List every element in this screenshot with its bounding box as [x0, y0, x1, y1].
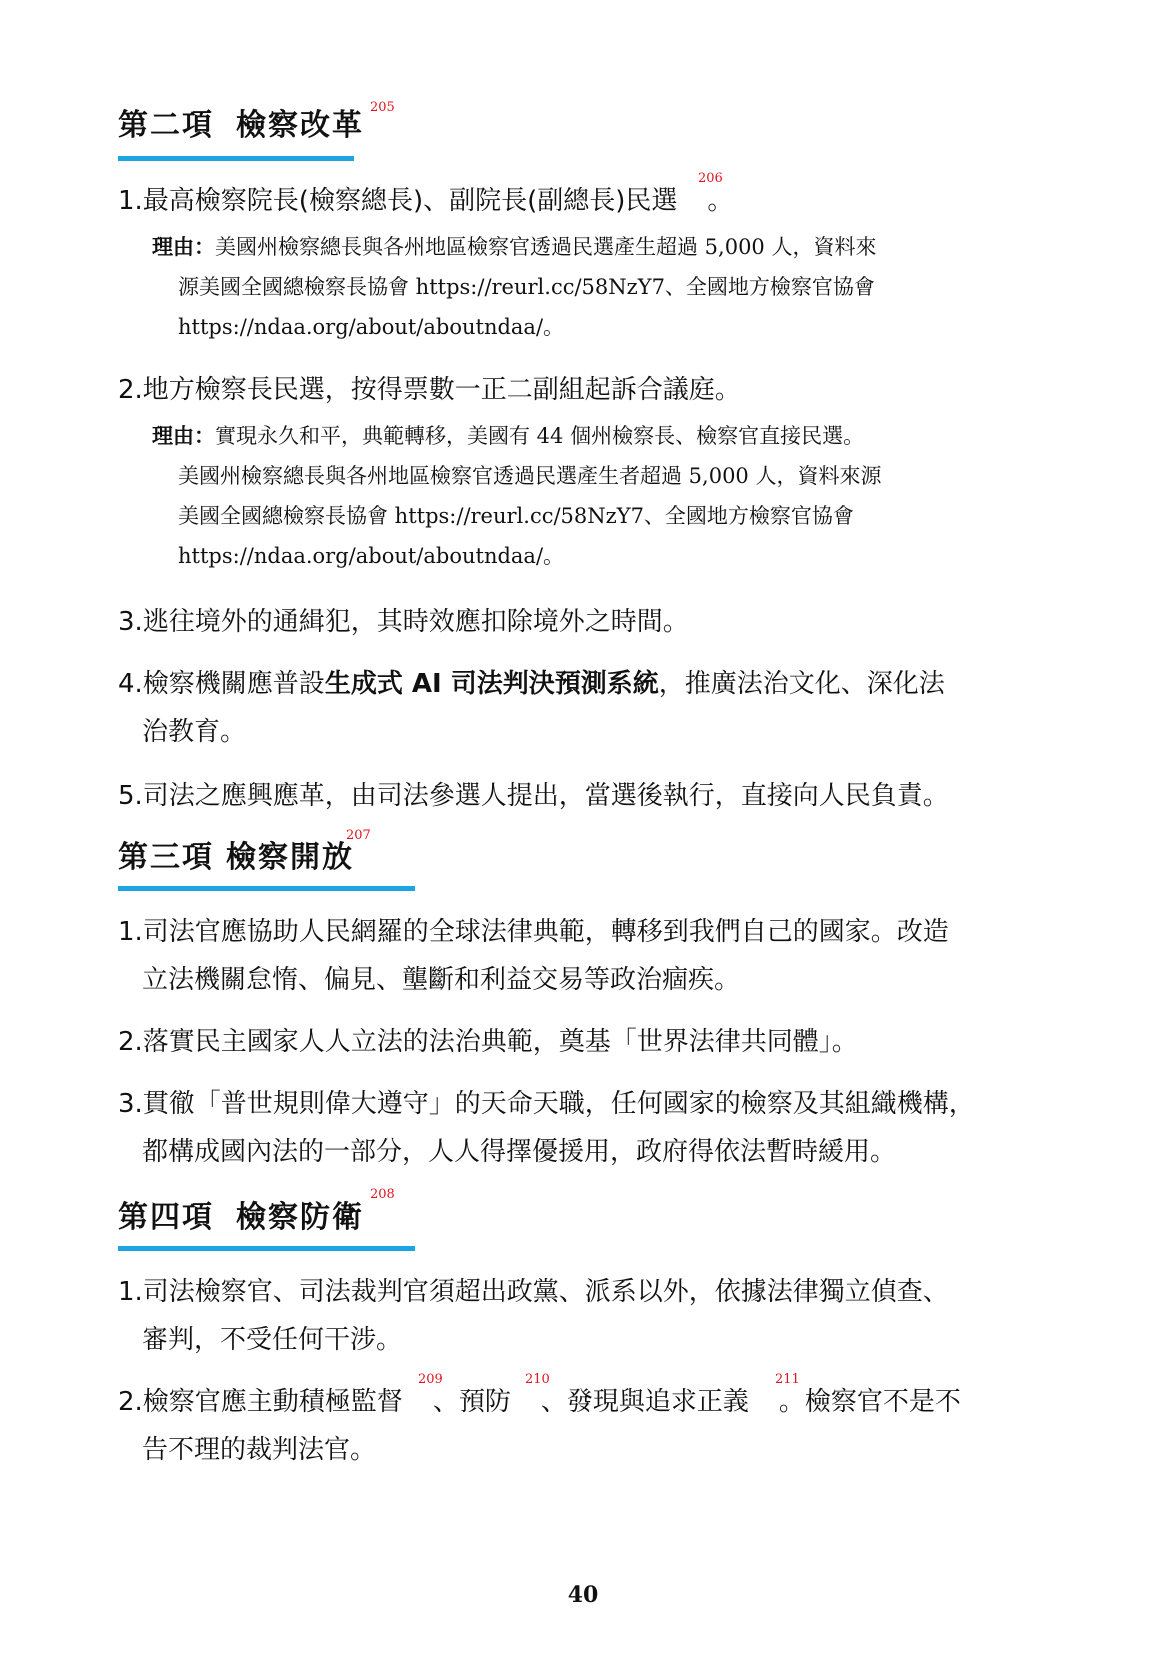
section-heading-3	[118, 838, 354, 878]
reason-label: 理由：	[152, 423, 215, 448]
heading-underline	[118, 1246, 415, 1251]
footnote-marker[interactable]: 210	[525, 1372, 550, 1387]
page-number: 40	[567, 1582, 599, 1608]
reason-note: 理由：美國州檢察總長與各州地區檢察官透過民選產生超過 5,000 人，資料來 源美國全國總檢察長協會 https://reurl.cc/58NzY7、全國地方檢察官協會 https://ndaa.org/about/aboutndaa/。	[152, 234, 877, 339]
list-item: 2.地方檢察長民選，按得票數一正二副組起訴合議庭。	[118, 375, 741, 405]
section-heading-4	[118, 1198, 364, 1238]
list-item: 2.檢察官應主動積極監督 、預防 、發現與追求正義 。檢察官不是不 告不理的裁判法官。	[118, 1387, 961, 1465]
heading-title: 檢察開放	[226, 840, 354, 875]
heading-title: 檢察改革	[236, 108, 364, 143]
list-item: 5.司法之應興應革，由司法參選人提出，當選後執行，直接向人民負責。	[118, 781, 949, 811]
bold-term: 生成式 AI 司法判決預測系統	[324, 669, 659, 699]
list-item: 1.司法檢察官、司法裁判官須超出政黨、派系以外，依據法律獨立偵查、 審判，不受任何干涉。	[118, 1277, 949, 1355]
section-heading-2	[118, 106, 364, 146]
heading-underline	[118, 886, 415, 891]
reason-note: 理由：實現永久和平，典範轉移，美國有 44 個州檢察長、檢察官直接民選。 美國州檢察總長與各州地區檢察官透過民選產生者超過 5,000 人，資料來源 美國全國總檢察長協會 https://reurl.cc/58NzY7、全國地方檢察官協會 https://ndaa.org/about/aboutndaa/。	[152, 423, 882, 568]
heading-number: 第四項	[118, 1200, 214, 1235]
list-item: 1.最高檢察院長(檢察總長)、副院長(副總長)民選 。	[118, 186, 734, 216]
list-item: 3.貫徹「普世規則偉大遵守」的天命天職，任何國家的檢察及其組織機構， 都構成國內法的一部分，人人得擇優援用，政府得依法暫時緩用。	[118, 1089, 975, 1167]
list-item: 4.檢察機關應普設生成式 AI 司法判決預測系統，推廣法治文化、深化法 治教育。	[118, 669, 945, 747]
reason-label: 理由：	[152, 234, 215, 259]
footnote-marker[interactable]: 211	[775, 1372, 800, 1387]
heading-title: 檢察防衛	[236, 1200, 364, 1235]
list-item: 2.落實民主國家人人立法的法治典範，奠基「世界法律共同體」。	[118, 1027, 858, 1057]
heading-underline	[118, 156, 354, 161]
list-item: 3.逃往境外的通緝犯，其時效應扣除境外之時間。	[118, 607, 689, 637]
heading-number: 第二項	[118, 108, 214, 143]
footnote-marker[interactable]: 206	[698, 171, 723, 186]
footnote-marker[interactable]: 209	[418, 1372, 443, 1387]
list-item: 1.司法官應協助人民網羅的全球法律典範，轉移到我們自己的國家。改造 立法機關怠惰、偏見、壟斷和利益交易等政治痼疾。	[118, 917, 949, 995]
heading-number: 第三項	[118, 840, 214, 875]
footnote-marker[interactable]: 207	[346, 828, 371, 843]
footnote-marker[interactable]: 208	[370, 1187, 395, 1202]
footnote-marker[interactable]: 205	[370, 100, 395, 115]
